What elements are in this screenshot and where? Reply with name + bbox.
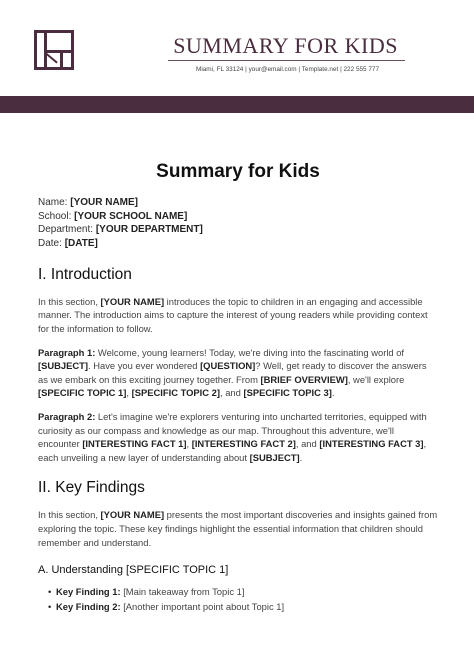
meta-school: School: [YOUR SCHOOL NAME] (38, 210, 188, 222)
page-header (0, 0, 474, 96)
page-title: Summary for Kids (156, 161, 320, 182)
section-heading-introduction: I. Introduction (38, 265, 132, 283)
meta-name: Name: [YOUR NAME] (38, 197, 139, 208)
brand-name: SUMMARY FOR KIDS (173, 33, 398, 58)
key-findings-list (38, 585, 438, 614)
section-heading-key-findings: II. Key Findings (38, 479, 145, 497)
meta-block (38, 196, 438, 251)
intro-paragraph: In this section, [YOUR NAME] introduces the topic to children in an engaging and accessible manner. The introduction aims to capture the interest of young readers while providing context for the information to follow. (38, 295, 428, 334)
logo (34, 30, 74, 70)
list-item: • Key Finding 1: [Main takeaway from Topic 1] (48, 585, 438, 600)
subsection-heading: A. Understanding [SPECIFIC TOPIC 1] (38, 564, 229, 577)
list-item: • Key Finding 2: [Another important point about Topic 1] (48, 600, 438, 615)
document-body (38, 160, 438, 614)
header-band (0, 96, 474, 113)
paragraph-1: Paragraph 1: Welcome, young learners! Today, we're diving into the fascinating world of [SUBJECT]. Have you ever wondered [QUESTION]? Well, get ready to discover the answers as we embark on this exciting journey together. From [BRIEF OVERVIEW], we'll explore [SPECIFIC TOPIC 1], [SPECIFIC TOPIC 2], and [SPECIFIC TOPIC 3]. (38, 346, 427, 399)
paragraph-2: Paragraph 2: Let's imagine we're explorers venturing into uncharted territories, equipped with curiosity as our compass and knowledge as our map. Throughout this adventure, we'll encounter [INTERESTING FACT 1], [INTERESTING FACT 2], and [INTERESTING FACT 3], each unveiling a new layer of understanding about [SUBJECT]. (38, 410, 427, 463)
meta-department: Department: [YOUR DEPARTMENT] (38, 224, 203, 236)
meta-date: Date: [DATE] (38, 238, 98, 250)
divider (168, 60, 405, 61)
contact-line: Miami, FL 33124 | your@email.com | Template.net | 222 555 777 (196, 66, 380, 73)
findings-paragraph: In this section, [YOUR NAME] presents the most important discoveries and insights gained from exploring the topic. These key findings highlight the essential information that children should remember and understand. (38, 509, 438, 548)
